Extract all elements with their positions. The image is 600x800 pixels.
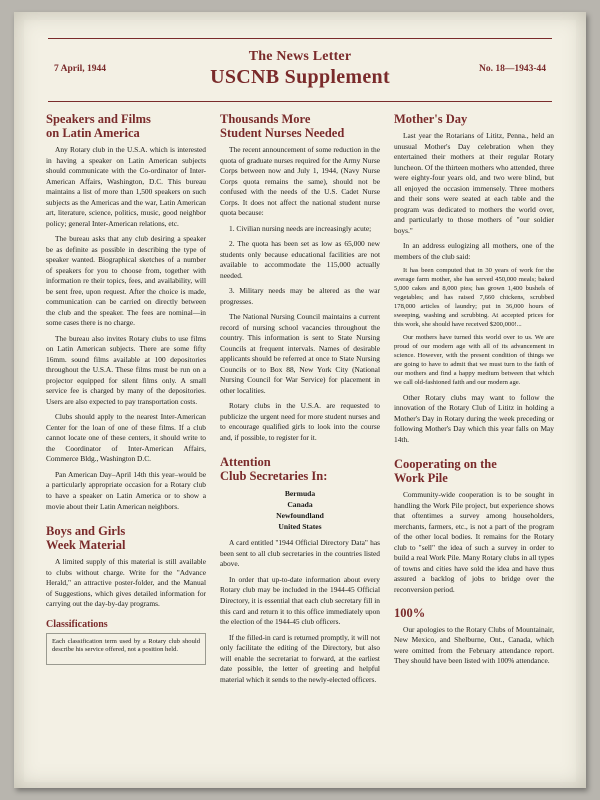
numbered-item: 1. Civilian nursing needs are increasingly acute; [229,223,372,233]
headline-line-1: Speakers and Films [46,112,151,126]
headline-line-2: on Latin America [46,126,140,140]
headline-student-nurses [220,112,380,140]
paragraph: Last year the Rotarians of Lititz, Penna., held an unusual Mother's Day celebration when they entertained their mothers at their regular Rotary luncheon. Of the thirteen mothers who attended, three were eighty-four years old, and two were blind, but all enjoyed the occasion immensely. Three mothers and their sons were seated at each table and the program was dedicated to mothers the world over, and particularly to those mothers of "our soldier boys." [394,131,554,235]
headline-speakers-films [46,112,206,140]
paragraph: Pan American Day–April 14th this year–would be a particularly appropriate occasion for a Rotary club to have a speaker on Latin America or to show a movie about their Latin American neighbors. [46,469,206,511]
country-item: Newfoundland [276,511,324,521]
paragraph: A card entitled "1944 Official Directory Data" has been sent to all club secretaries in the countries listed above. [220,538,380,569]
scanned-page [14,12,586,788]
headline-line-1: Attention [220,455,271,470]
paragraph: Community-wide cooperation is to be sought in handling the Work Pile project, but experience shows that oftentimes a survey among householders, merchants, farmers, etc., is not a part of the program of the other local bodies. It remains for the Rotary club to "sell" the idea of such a survey in order to build a real Work Pile. Many Rotary clubs in all types of towns and cities have sold the idea and have thus assured a backlog of jobs to bridge over the reconversion period. [394,490,554,594]
column-two [220,112,380,690]
headline-line-2: Student Nurses Needed [220,126,345,140]
headline-line-2: Work Pile [394,471,448,486]
country-list [220,488,380,532]
headline-line-1: Cooperating on the [394,457,497,472]
country-item: Bermuda [284,489,316,499]
issue-date: 7 April, 1944 [54,64,106,74]
headline-boys-girls-week [46,524,206,552]
quoted-paragraph: Our mothers have turned this world over to us. We are proud of our modern age with all of its advancement in science. However, with the present condition of things we are going to have to admit that we must turn to the faith of our mothers and find a happy medium between that which we call old-fashioned faith and our modern age. [394,334,554,386]
paragraph: In order that up-to-date information about every Rotary club may be included in the 1944-45 Official Directory, it is essential that each club secretary fill in this card and return it to this office immediately upon the election of the 1944-45 club officers. [220,574,380,627]
column-three [394,112,554,690]
numbered-item: 2. The quota has been set as low as 65,000 new students only because educational facilities are not available to accommodate the 115,000 actually needed. [220,239,380,280]
paragraph: Clubs should apply to the nearest Inter-American Center for the loan of one of these films. If a club cannot locate one of these centers, it should write to the Coordinator of Inter-American Affairs, Commerce Bldg., Washington D.C. [46,412,206,464]
paragraph: The bureau also invites Rotary clubs to use films on Latin American subjects. There are some fifty 16mm. sound films available at 100 depositories throughout the U.S.A. These films must be run on a projector equipped for silent films only. A small service fee is charged by many of the depositories. Users are also expected to pay transportation costs. [46,333,206,406]
headline-line-2: Club Secretaries In: [220,469,328,484]
country-item: Canada [287,500,313,510]
quoted-paragraph: It has been computed that in 30 years of work for the average farm mother, she has served 450,000 meals; baked 5,000 cakes and 8,000 pies; has grown 1,400 bushels of vegetables; and has raised 7,660 chickens, scrubbed 178,000 articles of laundry; put in 36,000 hours of sweeping, washing and scrubbing. At accepted prices for this work, she should have received $200,000!... [394,267,554,328]
newsletter-paper [24,20,576,782]
paragraph: Each classification term used by a Rotary club should describe his service offered, not a position held. [52,637,200,654]
headline-attention [220,455,380,483]
paragraph: If the filled-in card is returned promptly, it will not only facilitate the editing of the Directory, but also will enable the secretariat to forward, at the earliest date possible, the letter of greeting and helpful material which it sends to the newly-elected officers. [220,632,380,684]
article-columns [46,112,554,690]
paragraph: The recent announcement of some reduction in the quota of graduate nurses required for the Army Nurse Corps between now and July 1, 1944, (Navy Nurse Corps quota remains the same), should not be confused with the needs of the U.S. Cadet Nurse Corps. It does not affect the national student nurse quota because: [220,145,380,218]
masthead-titles [164,49,436,89]
masthead [48,38,552,102]
headline-hundred-percent: 100% [394,605,426,620]
paragraph: In an address eulogizing all mothers, one of the members of the club said: [394,241,554,261]
paragraph: A limited supply of this material is still available to clubs without charge. Write for the "Advance Herald," an attractive poster-folder, and the Manual of Suggestions, which gives detailed information for carrying out the day-by-day programs. [46,557,206,609]
publication-subtitle: USCNB Supplement [210,66,390,88]
paragraph: The bureau asks that any club desiring a speaker be as definite as possible in describing the type of speaker wanted. Biographical sketches of a number of speakers for you to choose from, together with information re their topics, fees, and availability, will be sent free, upon request. After the choice is made, communication can be carried on directly between the club and the speaker. The fees are nominal—in some cases there is no charge. [46,234,206,328]
headline-line-1: Thousands More [220,112,311,126]
headline-line-1: Boys and Girls [46,524,126,539]
paragraph: Rotary clubs in the U.S.A. are requested to publicize the urgent need for more student nurses and to encourage qualified girls to look into the course and, if possible, to register for it. [220,401,380,442]
paragraph: Any Rotary club in the U.S.A. which is interested in having a speaker on Latin American subjects should communicate with the Co-ordinator of Inter-American Affairs, Washington, D.C. This bureau maintains a list of more than 1,500 speakers on such subjects as the Americas and the war, Latin American art, literature, science, politics, music, good neighbor policy; general Inter-American relations, etc. [46,145,206,228]
headline-mothers-day: Mother's Day [394,112,468,126]
country-item: United States [278,522,322,532]
paragraph: Our apologies to the Rotary Clubs of Mountainair, New Mexico, and Shelburne, Ont., Canada, which were omitted from the February attendance report. They should have been listed with 100% attendance. [394,624,554,666]
issue-number: No. 18—1943-44 [478,64,546,74]
column-one [46,112,206,690]
numbered-item: 3. Military needs may be altered as the war progresses. [220,286,380,306]
headline-line-2: Week Material [46,538,126,553]
subhead-classifications: Classifications [46,618,108,630]
paragraph: The National Nursing Council maintains a current record of nursing school vacancies throughout the country. This information is sent to State Nursing Councils at frequent intervals. Names of desirable applicants should be referred at once to State Nursing Councils or to Box 88, New York City (National Nursing Council for War Service) for placement in other localities. [220,312,380,395]
paragraph: Other Rotary clubs may want to follow the innovation of the Rotary Club of Lititz in holding a Mother's Day in Rotary during the week preceding or following Mother's Day which this year falls on May 14th. [394,392,554,444]
headline-work-pile [394,457,554,485]
publication-title: The News Letter [248,49,352,64]
classification-note-box [46,633,206,666]
